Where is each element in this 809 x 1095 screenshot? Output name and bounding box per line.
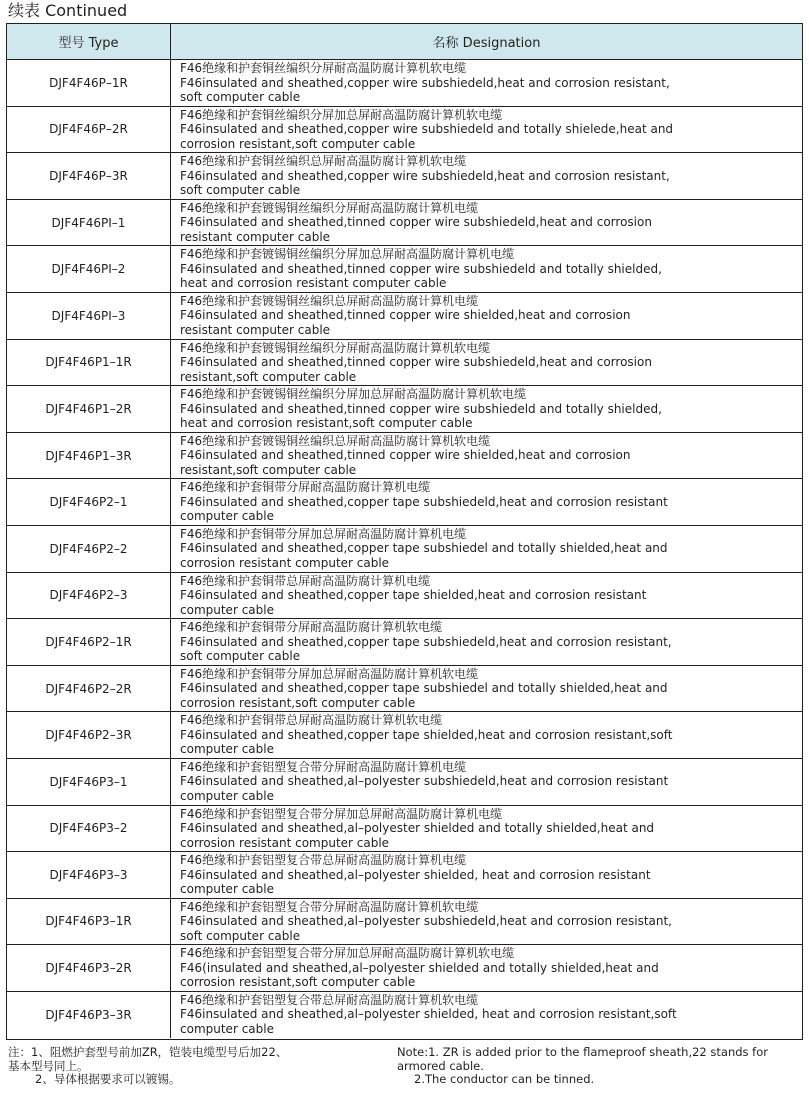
designation-en-line: F46insulated and sheathed,tinned copper wire subshiedeld,heat and corrosion bbox=[180, 215, 652, 230]
type-cell: DJF4F46P2–2 bbox=[7, 526, 171, 572]
table-row bbox=[7, 479, 802, 526]
designation-cell bbox=[171, 293, 802, 339]
type-cell: DJF4F46P3–3R bbox=[7, 992, 171, 1039]
type-cell: DJF4F46P3–1 bbox=[7, 759, 171, 805]
designation-cn: F46绝缘和护套镀锡铜丝编织分屏耐高温防腐计算机软电缆 bbox=[180, 340, 491, 355]
designation-en-line: resistant,soft computer cable bbox=[180, 369, 357, 384]
note-en-line: 2.The conductor can be tinned. bbox=[414, 1072, 595, 1086]
type-cell: DJF4F46P1–3R bbox=[7, 433, 171, 479]
type-cell: DJF4F46P–3R bbox=[7, 153, 171, 199]
designation-cn: F46绝缘和护套铝塑复合带分屏加总屏耐高温防腐计算机电缆 bbox=[180, 806, 503, 821]
designation-en-line: computer cable bbox=[180, 509, 274, 524]
designation-cn: F46绝缘和护套镀锡铜丝编织总屏耐高温防腐计算机软电缆 bbox=[180, 433, 491, 448]
designation-en-line: F46insulated and sheathed,copper tape shielded,heat and corrosion resistant bbox=[180, 588, 647, 603]
designation-en-line: F46insulated and sheathed,al–polyester shielded, heat and corrosion resistant bbox=[180, 867, 651, 882]
designation-en-line: F46insulated and sheathed,copper tape subshiedel and totally shielded,heat and bbox=[180, 541, 668, 556]
header-type: 型号 Type bbox=[7, 24, 171, 59]
designation-cell bbox=[171, 60, 802, 106]
designation-en-line: soft computer cable bbox=[180, 928, 301, 943]
designation-cn: F46绝缘和护套铝塑复合带分屏加总屏耐高温防腐计算机软电缆 bbox=[180, 946, 515, 961]
type-cell: DJF4F46P3–2 bbox=[7, 806, 171, 852]
designation-cn: F46绝缘和护套铜带分屏耐高温防腐计算机电缆 bbox=[180, 480, 431, 495]
designation-cell bbox=[171, 153, 802, 199]
table-caption: 续表 Continued bbox=[8, 1, 128, 20]
note-en-line: Note:1. ZR is added prior to the flameproof sheath,22 stands for bbox=[397, 1045, 768, 1059]
designation-en-line: F46insulated and sheathed,tinned copper wire shielded,heat and corrosion bbox=[180, 448, 631, 463]
designation-en-line: F46insulated and sheathed,al–polyester subshiedeld,heat and corrosion resistant, bbox=[180, 914, 672, 929]
note-en-line: armored cable. bbox=[397, 1058, 484, 1073]
designation-cell bbox=[171, 712, 802, 758]
table-row bbox=[7, 712, 802, 759]
note-cn-line: 注：1、阻燃护套型号前加ZR，铠装电缆型号后加22、 bbox=[8, 1045, 288, 1059]
table-row bbox=[7, 992, 802, 1039]
designation-en-line: computer cable bbox=[180, 882, 274, 897]
notes-english bbox=[397, 1046, 777, 1087]
table-row bbox=[7, 899, 802, 946]
type-cell: DJF4F46P–2R bbox=[7, 107, 171, 153]
designation-cell bbox=[171, 759, 802, 805]
table-row bbox=[7, 246, 802, 293]
designation-cell bbox=[171, 340, 802, 386]
cable-spec-table bbox=[6, 23, 803, 1040]
designation-cn: F46绝缘和护套铜带分屏耐高温防腐计算机软电缆 bbox=[180, 620, 443, 635]
notes-chinese bbox=[8, 1046, 348, 1087]
type-cell: DJF4F46P2–3R bbox=[7, 712, 171, 758]
designation-cell bbox=[171, 945, 802, 991]
designation-cell bbox=[171, 806, 802, 852]
designation-cell bbox=[171, 433, 802, 479]
designation-en-line: F46insulated and sheathed,tinned copper wire shielded,heat and corrosion bbox=[180, 308, 631, 323]
table-row bbox=[7, 573, 802, 620]
type-cell: DJF4F46P2–3 bbox=[7, 573, 171, 619]
designation-en-line: F46insulated and sheathed,tinned copper wire subshiedeld,heat and corrosion bbox=[180, 355, 652, 370]
designation-en-line: F46insulated and sheathed,copper tape shielded,heat and corrosion resistant,soft bbox=[180, 727, 673, 742]
type-cell: DJF4F46P2–1 bbox=[7, 479, 171, 525]
designation-cell bbox=[171, 386, 802, 432]
table-header bbox=[7, 24, 802, 60]
designation-en-line: resistant,soft computer cable bbox=[180, 462, 357, 477]
designation-en-line: resistant computer cable bbox=[180, 229, 331, 244]
type-cell: DJF4F46P2–2R bbox=[7, 666, 171, 712]
table-body bbox=[7, 60, 802, 1038]
designation-cn: F46绝缘和护套铝塑复合带分屏耐高温防腐计算机电缆 bbox=[180, 759, 467, 774]
type-cell: DJF4F46P1–1R bbox=[7, 340, 171, 386]
designation-en-line: soft computer cable bbox=[180, 183, 301, 198]
type-cell: DJF4F46P3–3 bbox=[7, 852, 171, 898]
designation-en-line: heat and corrosion resistant computer cable bbox=[180, 276, 447, 291]
table-row bbox=[7, 200, 802, 247]
table-row bbox=[7, 526, 802, 573]
designation-cn: F46绝缘和护套铜丝编织总屏耐高温防腐计算机软电缆 bbox=[180, 154, 467, 169]
table-row bbox=[7, 60, 802, 107]
designation-en-line: F46(insulated and sheathed,al–polyester shielded and totally shielded,heat and bbox=[180, 960, 659, 975]
designation-en-line: corrosion resistant computer cable bbox=[180, 555, 390, 570]
designation-en-line: F46insulated and sheathed,copper tape subshiedeld,heat and corrosion resistant, bbox=[180, 634, 672, 649]
designation-en-line: F46insulated and sheathed,al–polyester subshiedeld,heat and corrosion resistant bbox=[180, 774, 669, 789]
designation-en-line: computer cable bbox=[180, 602, 274, 617]
table-row bbox=[7, 852, 802, 899]
designation-en-line: soft computer cable bbox=[180, 90, 301, 104]
designation-cn: F46绝缘和护套铜丝编织分屏耐高温防腐计算机软电缆 bbox=[180, 61, 467, 75]
designation-cn: F46绝缘和护套铜丝编织分屏加总屏耐高温防腐计算机软电缆 bbox=[180, 107, 503, 122]
type-cell: DJF4F46P1–2R bbox=[7, 386, 171, 432]
table-row bbox=[7, 340, 802, 387]
designation-en-line: corrosion resistant,soft computer cable bbox=[180, 695, 416, 710]
type-cell: DJF4F46PI–1 bbox=[7, 200, 171, 246]
type-cell: DJF4F46P2–1R bbox=[7, 619, 171, 665]
designation-cn: F46绝缘和护套铝塑复合带总屏耐高温防腐计算机软电缆 bbox=[180, 992, 479, 1007]
designation-cell bbox=[171, 992, 802, 1039]
header-designation: 名称 Designation bbox=[432, 36, 541, 51]
designation-en-line: F46insulated and sheathed,tinned copper wire subshiedeld and totally shielded, bbox=[180, 261, 662, 276]
designation-cn: F46绝缘和护套铜带分屏加总屏耐高温防腐计算机电缆 bbox=[180, 526, 467, 541]
table-row bbox=[7, 759, 802, 806]
designation-cell bbox=[171, 200, 802, 246]
designation-cn: F46绝缘和护套铜带分屏加总屏耐高温防腐计算机软电缆 bbox=[180, 666, 479, 681]
designation-en-line: F46insulated and sheathed,copper tape subshiedeld,heat and corrosion resistant bbox=[180, 494, 668, 509]
designation-en-line: computer cable bbox=[180, 742, 274, 757]
type-cell: DJF4F46P–1R bbox=[7, 60, 171, 106]
designation-en-line: computer cable bbox=[180, 788, 274, 803]
designation-cell bbox=[171, 526, 802, 572]
designation-en-line: F46insulated and sheathed,al–polyester shielded and totally shielded,heat and bbox=[180, 821, 655, 835]
table-row bbox=[7, 666, 802, 713]
type-cell: DJF4F46P3–2R bbox=[7, 945, 171, 991]
designation-cn: F46绝缘和护套铜带总屏耐高温防腐计算机电缆 bbox=[180, 573, 431, 588]
designation-cell bbox=[171, 107, 802, 153]
designation-cell bbox=[171, 573, 802, 619]
type-cell: DJF4F46PI–2 bbox=[7, 246, 171, 292]
table-row bbox=[7, 293, 802, 340]
designation-cell bbox=[171, 246, 802, 292]
designation-cell bbox=[171, 899, 802, 945]
designation-cn: F46绝缘和护套镀锡铜丝编织总屏耐高温防腐计算机电缆 bbox=[180, 293, 479, 308]
designation-cn: F46绝缘和护套镀锡铜丝编织分屏耐高温防腐计算机电缆 bbox=[180, 200, 479, 215]
designation-cn: F46绝缘和护套镀锡铜丝编织分屏加总屏耐高温防腐计算机软电缆 bbox=[180, 387, 527, 402]
designation-en-line: resistant computer cable bbox=[180, 322, 331, 337]
type-cell: DJF4F46P3–1R bbox=[7, 899, 171, 945]
note-cn-line: 基本型号同上。 bbox=[8, 1058, 89, 1073]
designation-en-line: corrosion resistant,soft computer cable bbox=[180, 975, 416, 990]
designation-en-line: F46insulated and sheathed,copper wire subshiedeld,heat and corrosion resistant, bbox=[180, 168, 670, 183]
designation-en-line: F46insulated and sheathed,tinned copper wire subshiedeld and totally shielded, bbox=[180, 401, 662, 416]
table-row bbox=[7, 619, 802, 666]
type-cell: DJF4F46PI–3 bbox=[7, 293, 171, 339]
designation-cell bbox=[171, 619, 802, 665]
designation-en-line: F46insulated and sheathed,copper tape subshiedel and totally shielded,heat and bbox=[180, 681, 668, 696]
designation-cn: F46绝缘和护套铝塑复合带总屏耐高温防腐计算机电缆 bbox=[180, 853, 467, 868]
designation-cell bbox=[171, 666, 802, 712]
table-row bbox=[7, 153, 802, 200]
table-row bbox=[7, 433, 802, 480]
designation-cn: F46绝缘和护套铝塑复合带分屏耐高温防腐计算机软电缆 bbox=[180, 899, 479, 914]
table-row bbox=[7, 107, 802, 154]
note-cn-line: 2、导体根据要求可以镀锡。 bbox=[35, 1072, 181, 1086]
designation-en-line: heat and corrosion resistant,soft computer cable bbox=[180, 416, 473, 431]
designation-en-line: computer cable bbox=[180, 1021, 274, 1036]
designation-en-line: F46insulated and sheathed,copper wire subshiedeld and totally shielede,heat and bbox=[180, 122, 674, 137]
table-row bbox=[7, 386, 802, 433]
designation-cn: F46绝缘和护套铜带总屏耐高温防腐计算机软电缆 bbox=[180, 713, 443, 728]
table-row bbox=[7, 945, 802, 992]
designation-cell bbox=[171, 852, 802, 898]
designation-en-line: F46insulated and sheathed,copper wire subshiedeld,heat and corrosion resistant, bbox=[180, 75, 670, 90]
designation-en-line: corrosion resistant,soft computer cable bbox=[180, 136, 416, 151]
designation-en-line: F46insulated and sheathed,al–polyester shielded, heat and corrosion resistant,soft bbox=[180, 1007, 677, 1022]
designation-en-line: soft computer cable bbox=[180, 649, 301, 664]
designation-en-line: corrosion resistant computer cable bbox=[180, 835, 390, 850]
designation-cell bbox=[171, 479, 802, 525]
table-row bbox=[7, 806, 802, 853]
designation-cn: F46绝缘和护套镀锡铜丝编织分屏加总屏耐高温防腐计算机电缆 bbox=[180, 247, 515, 262]
